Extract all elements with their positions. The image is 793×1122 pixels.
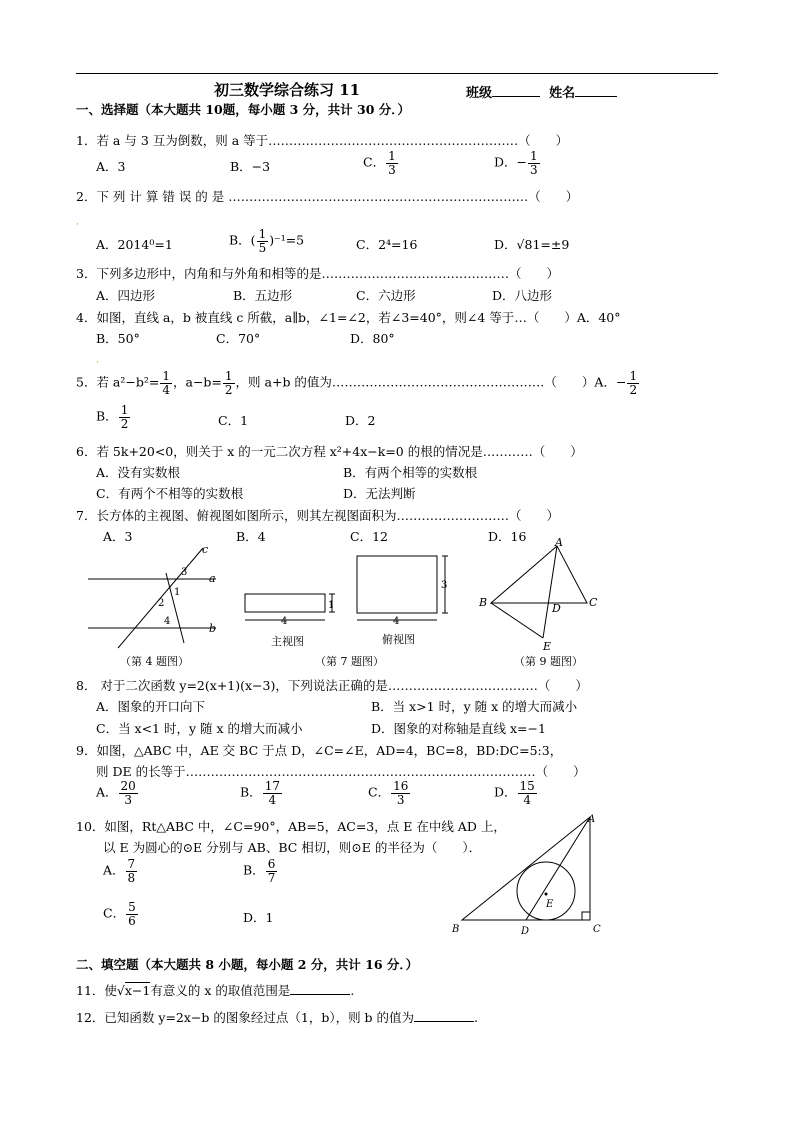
fig9-label-A: A <box>555 536 563 549</box>
q5-option-c[interactable]: C．1 <box>218 413 249 428</box>
q3-option-d[interactable]: D．八边形 <box>492 288 553 303</box>
section1-heading: 一、选择题（本大题共 10题，每小题 3 分，共计 30 分．） <box>76 102 410 117</box>
q8-option-b[interactable]: B．当 x>1 时，y 随 x 的增大而减小 <box>371 699 578 714</box>
q9-option-d[interactable]: D． $\frac{15}{4}$ <box>494 779 535 807</box>
figure-9 <box>475 536 605 654</box>
fig4-label-4: 4 <box>164 616 171 627</box>
q4-stem: 4．如图，直线 a，b 被直线 c 所截，a∥b，∠1=∠2，若∠3=40°，则∠4 等于…（ ）A．40° <box>76 310 621 325</box>
q5-option-d[interactable]: D．2 <box>345 413 376 428</box>
q10-option-b[interactable]: B． $\frac{6}{7}$ <box>243 857 276 885</box>
q5-stem: 5．若 a²−b²= $\frac{1}{4}$ ，a−b= $\frac{1}{2}$ ，则 a+b 的值为……………………………………………（ ）A．− $\frac{1}{2}$ <box>76 369 638 397</box>
figure-4 <box>88 543 228 653</box>
class-name-fields <box>466 82 617 101</box>
fig9-label-C: C <box>589 596 598 609</box>
q9-option-c[interactable]: C． $\frac{16}{3}$ <box>368 779 409 807</box>
q2-option-a[interactable]: A．2014⁰=1 <box>96 237 173 252</box>
q10-option-d[interactable]: D．1 <box>243 910 274 925</box>
q7-option-d[interactable]: D．16 <box>488 529 527 544</box>
fig10-label-E: E <box>546 899 554 910</box>
page-title: 初三数学综合练习 11 <box>214 81 361 99</box>
q2-option-b[interactable]: B．( $\frac{1}{5}$ )⁻¹=5 <box>229 227 305 255</box>
fig9-caption: （第 9 题图） <box>514 655 583 668</box>
q12-answer-blank[interactable] <box>414 1021 474 1022</box>
fig9-label-D: D <box>552 602 561 615</box>
fig9-label-B: B <box>479 596 488 609</box>
q6-option-a[interactable]: A．没有实数根 <box>96 465 181 480</box>
q10-option-c[interactable]: C． $\frac{5}{6}$ <box>103 900 136 928</box>
fig10-label-C: C <box>593 924 601 935</box>
q3-stem: 3．下列多边形中，内角和与外角和相等的是………………………………………（ ） <box>76 266 559 281</box>
figure-10 <box>448 812 608 940</box>
q8-option-d[interactable]: D．图象的对称轴是直线 x=−1 <box>371 721 546 736</box>
q2-option-c[interactable]: C．2⁴=16 <box>356 237 418 252</box>
fig4-label-a: a <box>209 572 216 585</box>
class-blank[interactable] <box>492 96 540 97</box>
q4-option-d[interactable]: D．80° <box>350 331 395 346</box>
stray-dot-2: · <box>96 358 99 368</box>
name-blank[interactable] <box>575 96 617 97</box>
fig7-label-1: 1 <box>328 600 335 611</box>
section2-heading: 二、填空题（本大题共 8 小题，每小题 2 分，共计 16 分．） <box>76 957 419 972</box>
fig7-caption: （第 7 题图） <box>315 655 384 668</box>
fig4-label-3: 3 <box>181 567 188 578</box>
q6-option-d[interactable]: D．无法判断 <box>343 486 416 501</box>
q2-stem: 2．下 列 计 算 错 误 的 是 ………………………………………………………………（ ） <box>76 189 579 204</box>
q9-stem-line2: 则 DE 的长等于…………………………………………………………………………（ ） <box>96 764 586 779</box>
q3-option-c[interactable]: C．六边形 <box>356 288 416 303</box>
fig10-label-B: B <box>452 924 460 935</box>
fig10-label-D: D <box>521 926 530 937</box>
figure-7 <box>240 548 455 648</box>
fig9-label-E: E <box>543 640 552 653</box>
q9-stem-line1: 9．如图，△ABC 中，AE 交 BC 于点 D，∠C=∠E，AD=4，BC=8，BD:DC=5:3， <box>76 743 563 758</box>
fig4-label-1: 1 <box>174 587 181 598</box>
q1-option-b[interactable]: B．−3 <box>230 159 271 174</box>
stray-dot: · <box>76 220 79 230</box>
q3-option-b[interactable]: B．五边形 <box>233 288 293 303</box>
q11: 11．使√x−1有意义的 x 的取值范围是 . <box>76 983 355 998</box>
q8-stem: 8． 对于二次函数 y=2(x+1)(x−3)，下列说法正确的是………………………………（ ） <box>76 678 588 693</box>
fig4-label-b: b <box>209 622 217 635</box>
q4-option-b[interactable]: B．50° <box>96 331 140 346</box>
q12: 12．已知函数 y=2x−b 的图象经过点（1，b），则 b 的值为 . <box>76 1010 479 1025</box>
q6-option-c[interactable]: C．有两个不相等的实数根 <box>96 486 244 501</box>
fig10-label-A: A <box>588 814 596 825</box>
fig7-label-4b: 4 <box>393 616 400 627</box>
fig7-label-3: 3 <box>441 580 448 591</box>
q11-answer-blank[interactable] <box>290 994 350 995</box>
q1-stem: 1．若 a 与 3 互为倒数，则 a 等于……………………………………………………（ ） <box>76 133 569 148</box>
q10-stem-line1: 10．如图，Rt△ABC 中，∠C=90°，AB=5，AC=3，点 E 在中线 AD 上， <box>76 819 506 834</box>
q6-option-b[interactable]: B．有两个相等的实数根 <box>343 465 478 480</box>
q8-option-a[interactable]: A．图象的开口向下 <box>96 699 206 714</box>
q4-option-c[interactable]: C．70° <box>216 331 261 346</box>
q5-option-b[interactable]: B． $\frac{1}{2}$ <box>96 403 129 431</box>
q9-option-b[interactable]: B． $\frac{17}{4}$ <box>240 779 280 807</box>
name-label: 姓名 <box>549 86 576 101</box>
fig4-label-c: c <box>202 543 209 556</box>
q6-stem: 6．若 5k+20<0，则关于 x 的一元二次方程 x²+4x−k=0 的根的情况是…………（ ） <box>76 444 583 459</box>
q10-option-a[interactable]: A． $\frac{7}{8}$ <box>103 857 136 885</box>
q1-option-a[interactable]: A．3 <box>96 159 126 174</box>
q7-option-c[interactable]: C．12 <box>350 529 388 544</box>
q3-option-a[interactable]: A．四边形 <box>96 288 156 303</box>
fig7-main-view: 主视图 <box>271 635 304 648</box>
q7-stem: 7．长方体的主视图、俯视图如图所示，则其左视图面积为………………………（ ） <box>76 508 559 523</box>
top-rule <box>76 73 718 74</box>
q1-option-d[interactable]: D．− $\frac{1}{3}$ <box>494 149 538 177</box>
fig7-top-view: 俯视图 <box>382 633 415 646</box>
q9-option-a[interactable]: A． $\frac{20}{3}$ <box>96 779 136 807</box>
q10-stem-line2: 以 E 为圆心的⊙E 分别与 AB、BC 相切，则⊙E 的半径为（ ）． <box>103 840 482 855</box>
q7-option-a[interactable]: A．3 <box>103 529 133 544</box>
fig4-caption: （第 4 题图） <box>120 655 189 668</box>
q7-option-b[interactable]: B．4 <box>236 529 266 544</box>
q2-option-d[interactable]: D．√81=±9 <box>494 237 570 252</box>
q8-option-c[interactable]: C．当 x<1 时，y 随 x 的增大而减小 <box>96 721 303 736</box>
fig4-label-2: 2 <box>158 598 165 609</box>
fig7-label-4a: 4 <box>281 616 288 627</box>
q1-option-c[interactable]: C． $\frac{1}{3}$ <box>363 149 396 177</box>
class-label: 班级 <box>466 86 493 101</box>
